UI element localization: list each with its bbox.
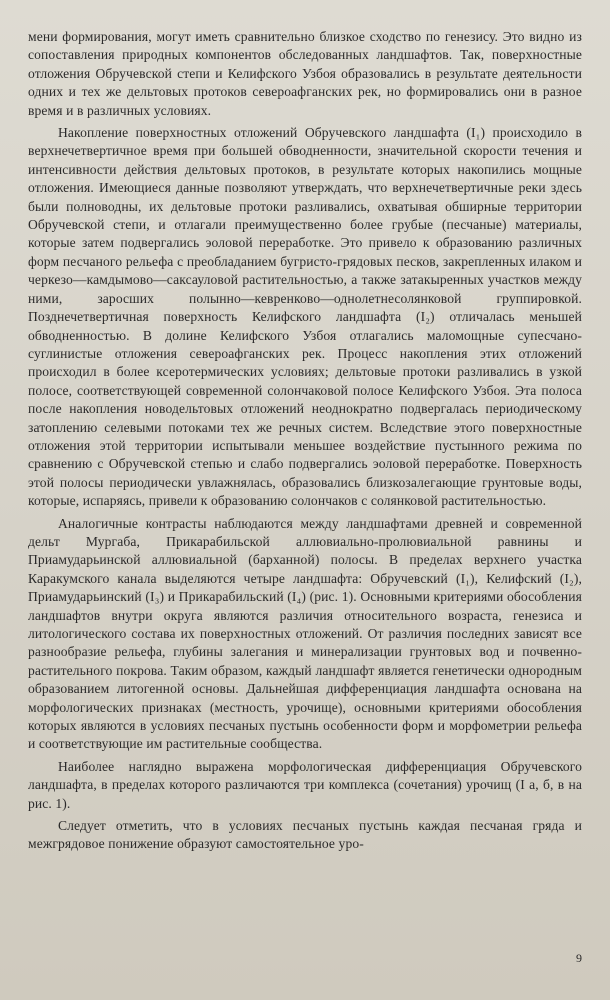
paragraph-continuation: мени формирования, могут иметь сравнительно близкое сходство по генезису. Это видно из сопоставления природных компонентов обследованных ландшафтов. Так, поверхностные отложения Обручевской степи и Келифского Узбоя образовались в результате деятельности одних и тех же дельтовых протоков североафганских рек, но формировались они в разное время и в различных условиях. [28, 29, 582, 118]
paragraph-sand-ridges: Следует отметить, что в условиях песчаных пустынь каждая песчаная гряда и межгрядовое понижение образуют самостоятельное уро- [28, 818, 582, 852]
paragraph-obruchev-landscape: Накопление поверхностных отложений Обручевского ландшафта (I₁) происходило в верхнечетвертичное время при большей обводненности, значительной скорости течения и интенсивности действия дельтовых протоков, в результате которых накопились мощные отложения. Имеющиеся данные позволяют утверждать, что верхнечетвертичные реки здесь были полноводны, их дельтовые протоки разливались, охватывая обширные территории Обручевской степи, и отлагали преимущественно более грубые (песчаные) материалы, которые затем подвергались эоловой переработке. Это привело к образованию различных форм песчаного рельефа с преобладанием бугристо-грядовых песков, закрепленных илаком и черкезо—камдымово—саксауловой растительностью, а также затакыренных участков между ними, заросших полынно—кевренково—однолетнесолянковой группировкой. Позднечетвертичная поверхность Келифского ландшафта (I₂) отличалась меньшей обводненностью. В долине Келифского Узбоя отлагались маломощные супесчано-суглинистые отложения североафганских рек. Процесс накопления этих отложений происходил в более ксеротермических условиях; дельтовые протоки разливались в узкой полосе, соответствующей современной солончаковой полосе Келифского Узбоя. Эта полоса после накопления новодельтовых отложений неоднократно подвергалась периодическому затоплению селевыми потоками тех же речных систем. Вследствие этого поверхностные отложения этой территории испытывали меньшее воздействие пустынного режима по сравнению с Обручевской степью и слабо подвергались эоловой переработке. Поверхность этой полосы периодически увлажнялась, образовались близкозалегающие грунтовые воды, которые, испаряясь, привели к образованию солончаков с солянковой растительностью. [28, 125, 582, 509]
paragraph-morphological-differentiation: Наиболее наглядно выражена морфологическая дифференциация Обручевского ландшафта, в пределах которого различаются три комплекса (сочетания) урочищ (I а, б, в на рис. 1). [28, 758, 582, 811]
paragraph-four-landscapes: Аналогичные контрасты наблюдаются между ландшафтами древней и современной дельт Мургаба, Прикарабильской аллювиально-пролювиальной равнины и Приамударьинской аллювиальной (барханной) полосы. В пределах верхнего участка Каракумского канала выделяются четыре ландшафта: Обручевский (I₁), Келифский (I₂), Приамударьинский (I₃) и Прикарабильский (I₄) (рис. 1). Основными критериями обособления ландшафтов внутри округа являются различия относительного возраста, генезиса и литологического состава их поверхностных отложений. От различия последних зависят все разнообразие рельефа, глубины залегания и минерализации грунтовых вод и почвенно-растительного покрова. Таким образом, каждый ландшафт является генетически однородным образованием литогенной основы. Дальнейшая дифференциация ландшафта основана на морфологических признаках (местность, урочище), основными критериями обособления которых являются в условиях песчаных пустынь особенности форм и морфометрии рельефа и соответствующие им растительные сообщества. [28, 515, 582, 752]
page-number: 9 [576, 951, 582, 965]
